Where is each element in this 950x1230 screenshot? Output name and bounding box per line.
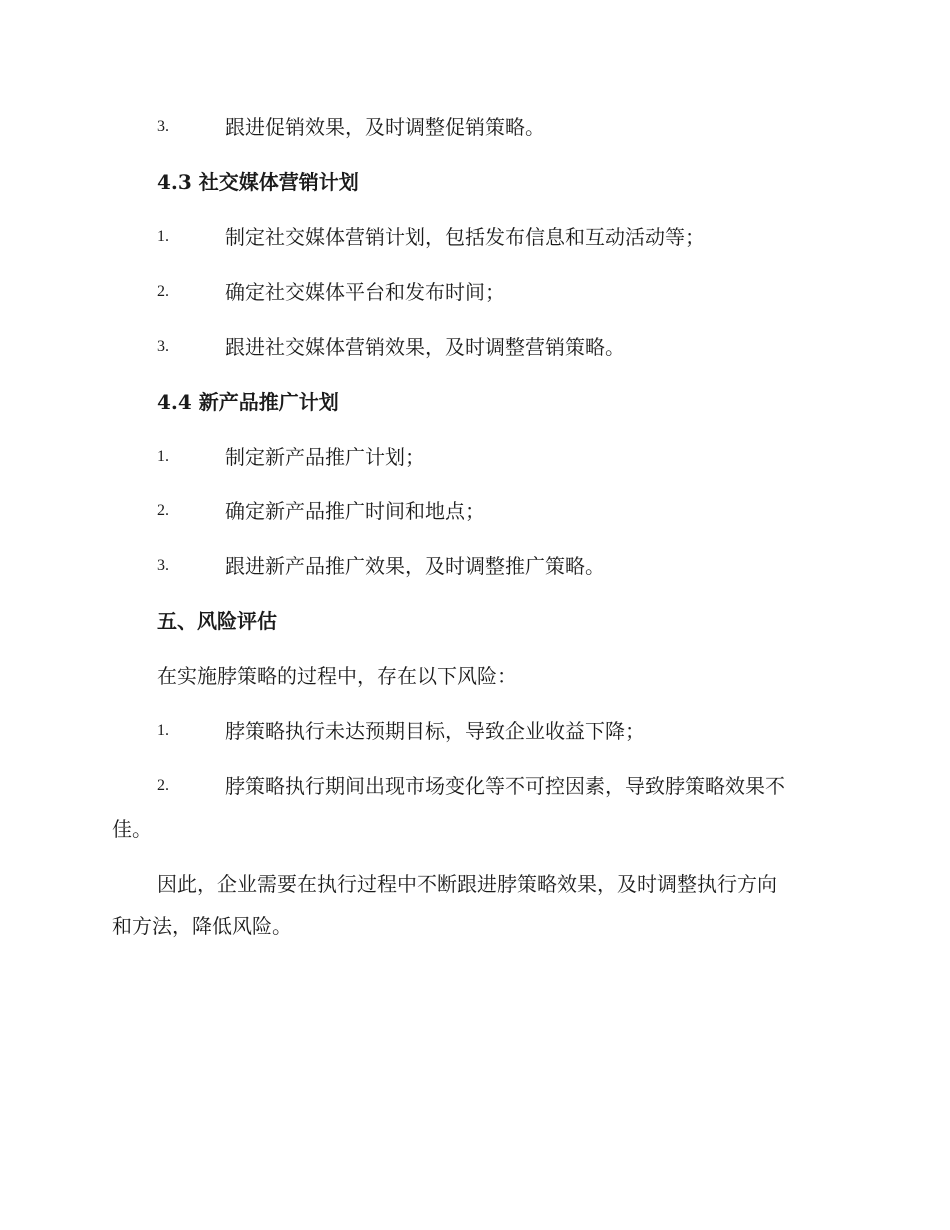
- list-item-text: 制定社交媒体营销计划，包括发布信息和互动活动等；: [225, 225, 705, 249]
- list-number: 1.: [157, 722, 169, 739]
- list-number: 2.: [157, 283, 169, 300]
- list-number: 3.: [157, 118, 169, 135]
- list-item-text: 跟进新产品推广效果，及时调整推广策略。: [225, 554, 605, 578]
- list-item-text: 脖策略执行期间出现市场变化等不可控因素，导致脖策略效果不: [225, 774, 785, 798]
- list-number: 2.: [157, 777, 169, 794]
- list-number: 1.: [157, 448, 169, 465]
- list-number: 2.: [157, 502, 169, 519]
- section-heading-4-3: 4.3 社交媒体营销计划: [157, 170, 359, 194]
- conclusion-paragraph-line2: 和方法，降低风险。: [112, 914, 292, 938]
- list-item-text: 确定新产品推广时间和地点；: [225, 499, 485, 523]
- conclusion-paragraph-line1: 因此，企业需要在执行过程中不断跟进脖策略效果，及时调整执行方向: [157, 872, 777, 896]
- section-heading-4-4: 4.4 新产品推广计划: [157, 390, 339, 414]
- list-item-text: 跟进促销效果，及时调整促销策略。: [225, 115, 545, 139]
- list-item-text: 制定新产品推广计划；: [225, 445, 425, 469]
- list-number: 1.: [157, 228, 169, 245]
- list-item-text: 确定社交媒体平台和发布时间；: [225, 280, 505, 304]
- list-number: 3.: [157, 557, 169, 574]
- list-item-text: 脖策略执行未达预期目标，导致企业收益下降；: [225, 719, 645, 743]
- risk-intro-paragraph: 在实施脖策略的过程中，存在以下风险：: [157, 664, 517, 688]
- list-number: 3.: [157, 338, 169, 355]
- list-item-text: 跟进社交媒体营销效果，及时调整营销策略。: [225, 335, 625, 359]
- list-item-continuation: 佳。: [112, 817, 152, 841]
- section-heading-risk: 五、风险评估: [157, 609, 277, 633]
